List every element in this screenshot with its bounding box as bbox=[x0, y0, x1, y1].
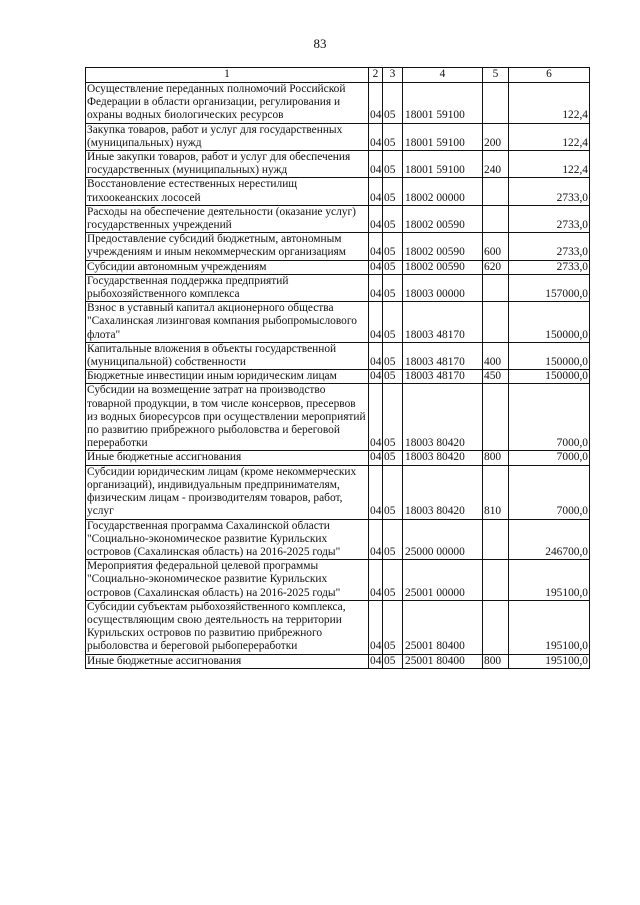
row-subsection: 05 bbox=[383, 260, 403, 274]
budget-table bbox=[85, 67, 590, 669]
table-row bbox=[86, 151, 590, 178]
row-amount: 150000,0 bbox=[509, 302, 590, 343]
table-row bbox=[86, 205, 590, 232]
row-name: Субсидии юридическим лицам (кроме некоммерческих организаций), индивидуальным предпринимателям, физическим лицам - производителям товаров, работ, услуг bbox=[86, 465, 369, 519]
row-target-code: 25001 80400 bbox=[403, 600, 483, 654]
row-section: 04 bbox=[369, 274, 383, 301]
row-target-code: 18003 00000 bbox=[403, 274, 483, 301]
row-section: 04 bbox=[369, 123, 383, 150]
table-row bbox=[86, 451, 590, 465]
row-target-code: 18001 59100 bbox=[403, 123, 483, 150]
row-section: 04 bbox=[369, 384, 383, 451]
row-section: 04 bbox=[369, 342, 383, 369]
row-name: Закупка товаров, работ и услуг для государственных (муниципальных) нужд bbox=[86, 123, 369, 150]
table-row bbox=[86, 123, 590, 150]
row-expense-type bbox=[483, 83, 509, 124]
row-subsection: 05 bbox=[383, 123, 403, 150]
row-section: 04 bbox=[369, 465, 383, 519]
row-amount: 2733,0 bbox=[509, 205, 590, 232]
row-expense-type bbox=[483, 560, 509, 601]
row-expense-type: 240 bbox=[483, 151, 509, 178]
table-row bbox=[86, 600, 590, 654]
row-expense-type: 810 bbox=[483, 465, 509, 519]
row-subsection: 05 bbox=[383, 302, 403, 343]
row-section: 04 bbox=[369, 302, 383, 343]
row-expense-type bbox=[483, 274, 509, 301]
row-name: Государственная поддержка предприятий рыбохозяйственного комплекса bbox=[86, 274, 369, 301]
header-cell: 4 bbox=[403, 68, 483, 83]
table-row bbox=[86, 260, 590, 274]
row-subsection: 05 bbox=[383, 205, 403, 232]
row-name: Расходы на обеспечение деятельности (оказание услуг) государственных учреждений bbox=[86, 205, 369, 232]
row-amount: 150000,0 bbox=[509, 370, 590, 384]
row-amount: 122,4 bbox=[509, 123, 590, 150]
row-subsection: 05 bbox=[383, 342, 403, 369]
table-header-row bbox=[86, 68, 590, 83]
row-target-code: 18003 48170 bbox=[403, 370, 483, 384]
row-subsection: 05 bbox=[383, 560, 403, 601]
row-subsection: 05 bbox=[383, 370, 403, 384]
row-section: 04 bbox=[369, 205, 383, 232]
row-subsection: 05 bbox=[383, 654, 403, 668]
row-subsection: 05 bbox=[383, 519, 403, 560]
row-subsection: 05 bbox=[383, 600, 403, 654]
row-amount: 2733,0 bbox=[509, 260, 590, 274]
row-section: 04 bbox=[369, 233, 383, 260]
table-row bbox=[86, 384, 590, 451]
row-expense-type bbox=[483, 600, 509, 654]
row-expense-type: 600 bbox=[483, 233, 509, 260]
row-amount: 195100,0 bbox=[509, 600, 590, 654]
table-row bbox=[86, 233, 590, 260]
row-name: Субсидии субъектам рыбохозяйственного комплекса, осуществляющим свою деятельность на территории Курильских островов по развитию прибрежного рыболовства и береговой рыбопереработки bbox=[86, 600, 369, 654]
table-row bbox=[86, 83, 590, 124]
row-expense-type bbox=[483, 519, 509, 560]
row-expense-type: 400 bbox=[483, 342, 509, 369]
table-row bbox=[86, 560, 590, 601]
table-row bbox=[86, 274, 590, 301]
row-amount: 157000,0 bbox=[509, 274, 590, 301]
row-expense-type bbox=[483, 384, 509, 451]
header-cell: 3 bbox=[383, 68, 403, 83]
row-name: Восстановление естественных нерестилищ тихоокеанских лососей bbox=[86, 178, 369, 205]
row-name: Капитальные вложения в объекты государственной (муниципальной) собственности bbox=[86, 342, 369, 369]
row-subsection: 05 bbox=[383, 151, 403, 178]
row-subsection: 05 bbox=[383, 465, 403, 519]
header-cell: 5 bbox=[483, 68, 509, 83]
row-expense-type: 800 bbox=[483, 451, 509, 465]
row-amount: 122,4 bbox=[509, 83, 590, 124]
row-amount: 7000,0 bbox=[509, 451, 590, 465]
row-expense-type bbox=[483, 178, 509, 205]
row-target-code: 18003 80420 bbox=[403, 384, 483, 451]
row-amount: 7000,0 bbox=[509, 465, 590, 519]
table-row bbox=[86, 302, 590, 343]
row-section: 04 bbox=[369, 519, 383, 560]
header-cell: 6 bbox=[509, 68, 590, 83]
row-target-code: 18003 48170 bbox=[403, 302, 483, 343]
row-expense-type bbox=[483, 205, 509, 232]
row-expense-type: 620 bbox=[483, 260, 509, 274]
row-target-code: 18002 00590 bbox=[403, 233, 483, 260]
row-name: Государственная программа Сахалинской области "Социально-экономическое развитие Курильских островов (Сахалинская область) на 2016-2025 годы" bbox=[86, 519, 369, 560]
row-name: Осуществление переданных полномочий Российской Федерации в области организации, регулирования и охраны водных биологических ресурсов bbox=[86, 83, 369, 124]
row-section: 04 bbox=[370, 451, 382, 464]
row-target-code: 18003 80420 bbox=[403, 451, 483, 465]
row-target-code: 18002 00590 bbox=[403, 205, 483, 232]
row-target-code: 18002 00000 bbox=[403, 178, 483, 205]
row-name: Мероприятия федеральной целевой программы "Социально-экономическое развитие Курильских островов (Сахалинская область) на 2016-2025 годы" bbox=[86, 560, 369, 601]
header-cell: 1 bbox=[86, 68, 369, 83]
row-target-code: 18003 80420 bbox=[403, 465, 483, 519]
row-name: Субсидии автономным учреждениям bbox=[86, 260, 369, 274]
row-target-code: 18002 00590 bbox=[403, 260, 483, 274]
row-subsection: 05 bbox=[383, 178, 403, 205]
row-name: Иные бюджетные ассигнования bbox=[86, 451, 369, 465]
row-amount: 195100,0 bbox=[509, 654, 590, 668]
row-subsection: 05 bbox=[383, 274, 403, 301]
row-amount: 150000,0 bbox=[509, 342, 590, 369]
row-subsection: 05 bbox=[383, 384, 403, 451]
row-section: 04 bbox=[369, 151, 383, 178]
row-name: Предоставление субсидий бюджетным, автономным учреждениям и иным некоммерческим организациям bbox=[86, 233, 369, 260]
row-expense-type bbox=[483, 302, 509, 343]
row-expense-type: 450 bbox=[483, 370, 509, 384]
row-target-code: 25000 00000 bbox=[403, 519, 483, 560]
table-row bbox=[86, 654, 590, 668]
row-amount: 122,4 bbox=[509, 151, 590, 178]
row-section: 04 bbox=[369, 600, 383, 654]
row-subsection: 05 bbox=[383, 451, 403, 465]
row-section: 04 bbox=[369, 560, 383, 601]
header-cell: 2 bbox=[369, 68, 383, 83]
row-name: Взнос в уставный капитал акционерного общества "Сахалинская лизинговая компания рыбопромыслового флота" bbox=[86, 302, 369, 343]
row-section: 04 bbox=[370, 654, 382, 667]
row-target-code: 25001 00000 bbox=[403, 560, 483, 601]
row-subsection: 05 bbox=[383, 83, 403, 124]
row-section: 04 bbox=[369, 83, 383, 124]
row-name: Иные закупки товаров, работ и услуг для обеспечения государственных (муниципальных) нужд bbox=[86, 151, 369, 178]
row-expense-type: 200 bbox=[483, 123, 509, 150]
row-name: Иные бюджетные ассигнования bbox=[86, 654, 369, 668]
row-section: 04 bbox=[370, 260, 382, 273]
row-name: Бюджетные инвестиции иным юридическим лицам bbox=[86, 370, 369, 384]
row-amount: 195100,0 bbox=[509, 560, 590, 601]
row-section: 04 bbox=[370, 370, 382, 383]
row-amount: 2733,0 bbox=[509, 233, 590, 260]
row-amount: 246700,0 bbox=[509, 519, 590, 560]
table-row bbox=[86, 342, 590, 369]
row-name: Субсидии на возмещение затрат на производство товарной продукции, в том числе консервов, пресервов из водных биоресурсов при осуществлении мероприятий по развитию прибрежного рыболовства и береговой переработки bbox=[86, 384, 369, 451]
table-row bbox=[86, 465, 590, 519]
table-row bbox=[86, 370, 590, 384]
row-target-code: 25001 80400 bbox=[403, 654, 483, 668]
row-subsection: 05 bbox=[383, 233, 403, 260]
page-number: 83 bbox=[313, 36, 327, 51]
table-row bbox=[86, 178, 590, 205]
row-amount: 2733,0 bbox=[509, 178, 590, 205]
row-target-code: 18001 59100 bbox=[403, 151, 483, 178]
row-amount: 7000,0 bbox=[509, 384, 590, 451]
table-row bbox=[86, 519, 590, 560]
row-expense-type: 800 bbox=[483, 654, 509, 668]
row-target-code: 18001 59100 bbox=[403, 83, 483, 124]
row-target-code: 18003 48170 bbox=[403, 342, 483, 369]
row-section: 04 bbox=[369, 178, 383, 205]
